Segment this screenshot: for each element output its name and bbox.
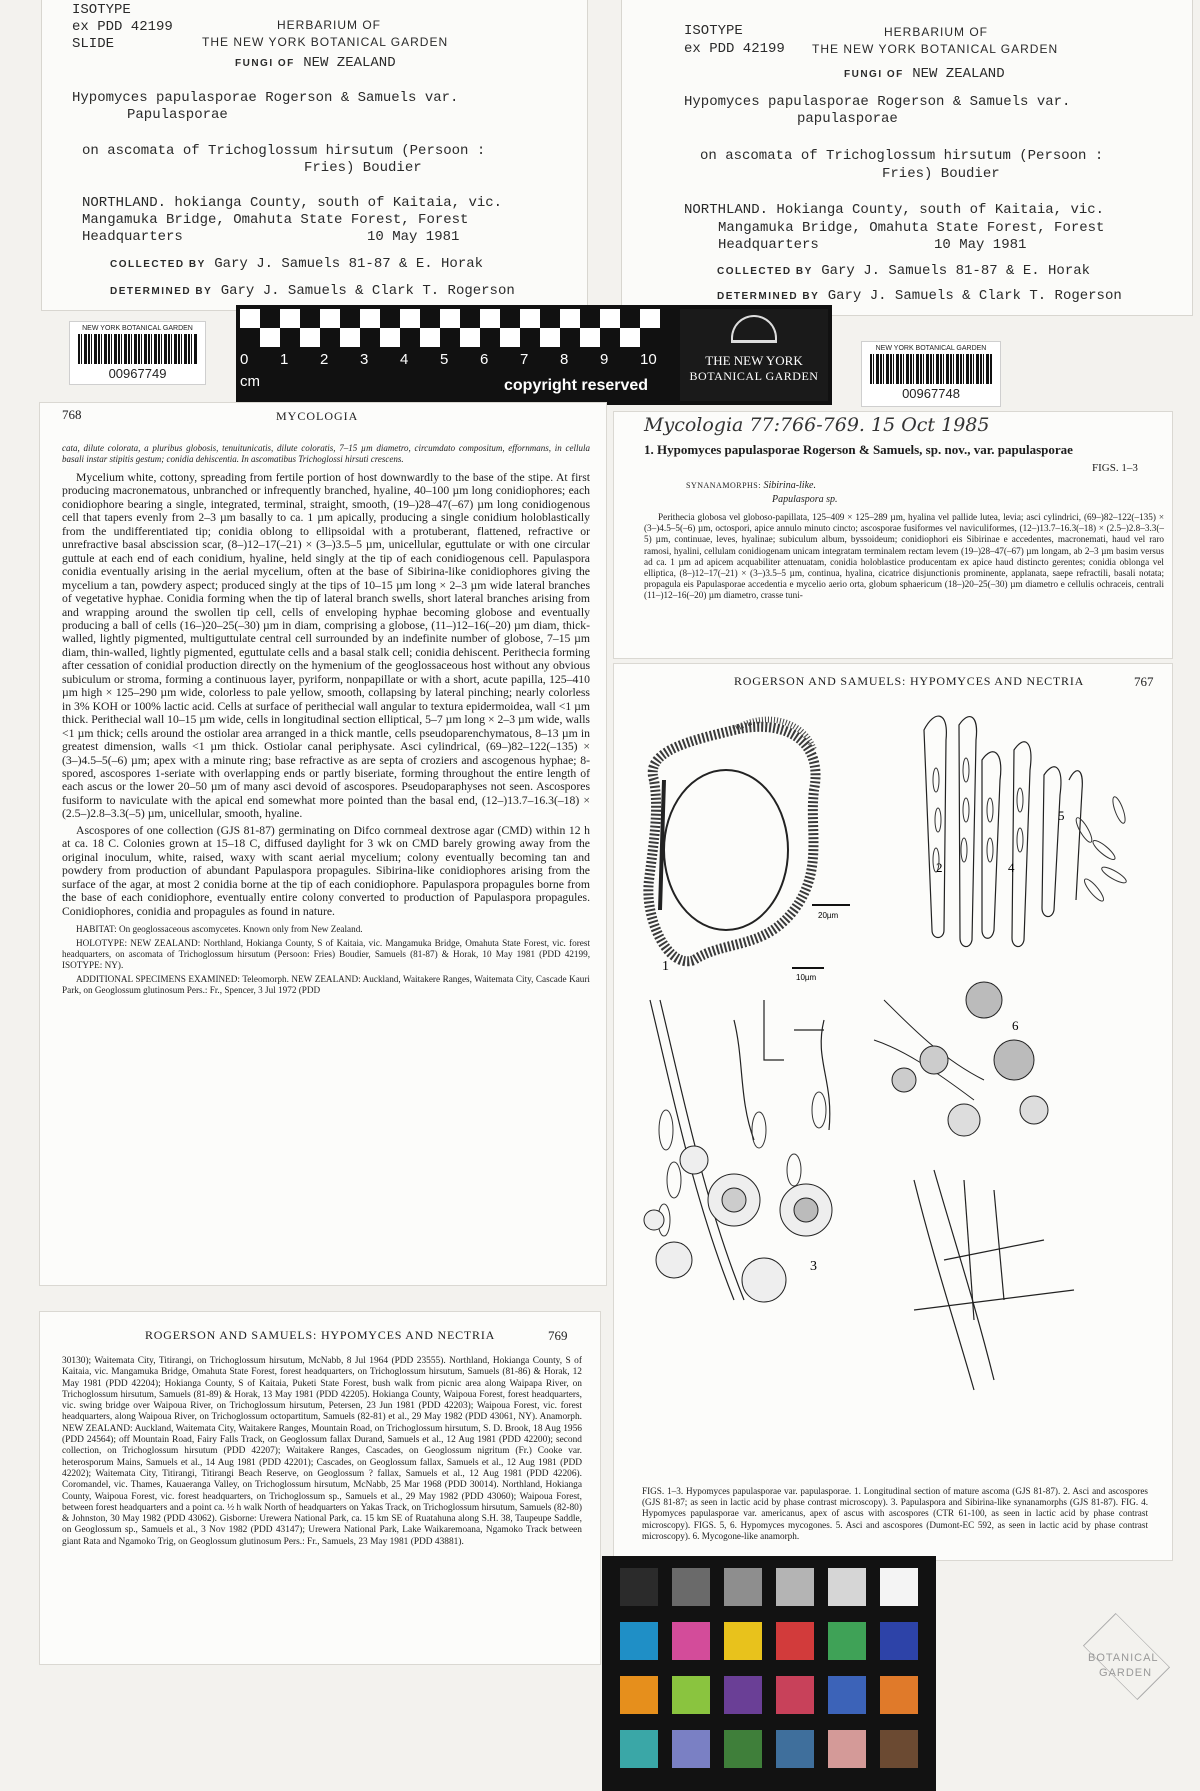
page-768-clipping <box>40 403 606 1285</box>
scale-tick-label: 7 <box>520 351 529 368</box>
locality-line-2: Mangamuka Bridge, Omahuta State Forest, Forest <box>718 220 1105 236</box>
taxon-line-1: Hypomyces papulasporae Rogerson & Samuels var. <box>684 94 1071 110</box>
fig-label-3: 3 <box>810 1259 817 1274</box>
color-swatch <box>880 1622 918 1660</box>
page-number: 768 <box>62 407 82 422</box>
taxon-line-2: papulasporae <box>797 111 898 127</box>
collection-date: 10 May 1981 <box>367 229 460 245</box>
collected-by-line: COLLECTED BY Gary J. Samuels 81-87 & E. Horak <box>110 256 484 272</box>
scale-tick-label: 4 <box>400 351 409 368</box>
stamp-line-2: GARDEN <box>1099 1667 1153 1679</box>
herbarium-name: THE NEW YORK BOTANICAL GARDEN <box>202 35 449 49</box>
scale-ticks <box>236 351 676 373</box>
papulaspora-propagules <box>644 1146 832 1302</box>
scale-tick-label: 2 <box>320 351 329 368</box>
page-767-figure-clipping <box>614 664 1172 1560</box>
color-swatch <box>672 1622 710 1660</box>
scale-tick-label: 5 <box>440 351 449 368</box>
nybg-logo <box>680 309 828 401</box>
mycogone-drawing <box>874 982 1048 1136</box>
handwritten-citation: Mycologia 77:766-769. 15 Oct 1985 <box>644 414 990 436</box>
scale-tick-label: 3 <box>360 351 369 368</box>
color-swatch <box>672 1568 710 1606</box>
locality-line-2: Mangamuka Bridge, Omahuta State Forest, Forest <box>82 212 469 228</box>
holotype: HOLOTYPE: NEW ZEALAND: Northland, Hokianga County, S of Kaitaia, vic. Mangamuka Bridge, Omahuta State Forest, vic. forest headquarters, on ascomata of Trichoglossum hirsutum (Persoon: Fries) Boudier, Samuels (81-87) & Horak, 10 May 1981 (PDD 42199, ISOTYPE: NY). <box>62 937 590 970</box>
description-paragraph: Mycelium white, cottony, spreading from fertile portion of host downwardly to the base of the stipe. At first producing macronematous, unbranched or infrequently branched, hyaline, 40–100 µm long conidiophores; each conidiophore bearing a single, integrated, terminal, straight, smooth, (19–)28–47(–67) µm long conidiogenous cell that tapers evenly from 2–3 µm basally to ca. 1 µm apically, producing a single conidium holoblastically from the undifferentiated tip; conidia oblong to ellipsoidal with a protuberant, flattened, refractive or unrefractive basal abscission scar, (8–)12–17(–21) × (3–)3.5–5 µm, unicellular, eguttulate or with one circular guttule at each end of each conidium, hyaline, held singly at the tip of each conidiogenous cell. Papulaspora conidia eventually arising in the aerial mycelium, often at the base of Sibirina-like conidiophores giving the mycelium a tan, powdery aspect; produced singly at the tips of 10–15 µm long × 2–3 µm wide lateral branches of vegetative hyphae. Conidia forming when the tip of lateral branch swells, short lateral branches arising from and wrapping around the swollen tip cell, cells of enveloping hyphae becoming globose and eventually producing a ball of cells (16–)20–25(–30) µm in diam, comprising a globose, (11–)12–16(–20) µm diam, thick-walled, lightly pigmented, multiguttulate central cell surrounded by an indefinite number of globose, 7–15 µm diam, thin-walled, lightly pigmented, eguttulate cells and a basal stalk cell; conidia dehiscent. Perithecia forming after cessation of conidial production directly on the hymenium of the geoglossaceous host without any obvious subiculum or stroma, forming a continuous layer, pyriform, nonpapillate or with a short, acute papilla, 125–410 µm high × 125–290 µm wide, colorless to pale yellow, smooth, collapsing by lateral pinching; nearly colorless in 3% KOH or 100% lactic acid. Cells at surface of perithecial wall angular to textura epidermoidea, wall <1 µm thick. Perithecial wall 10–15 µm wide, cells in longitudinal section elliptical, 5–7 µm long × 2–3 µm wide, walls <1 µm thick; cells around the ostiolar area arranged in a thick mantle, cells pseudoparenchymatous, 8–13 µm in greatest dimension, walls <1 µm thick. Ostiolar canal periphysate. Asci cylindrical, (69–)82–122(–135) × (3–)4.5–5(–6) µm; apex with a minute ring; base refractive as are septa of croziers and ascogenous hyphae; 8-spored, ascospores 1-seriate with overlapping ends or partly biseriate, forming throughout the entire length of each ascus or the lower 20–50 µm of many asci devoid of ascospores. Pseudoparaphyses not seen. Ascospores fusiform to naviculate with the apical end somewhat more pointed than the basal end, (12–)13.7–16.3(–18) × (2.5–)2.8–3.3(–5) µm, unicellular, smooth, hyaline. <box>62 471 590 821</box>
latin-diagnosis: Perithecia globosa vel globoso-papillata, 125–409 × 125–289 µm, hyalina vel pallide lutea, levia; asci cylindrici, (69–)82–122(–135) × (3–)4.5–5(–6) µm, octospori, apice annulo minuto cincto; ascosporae fusiformes vel naviculiformes, (12–)13.7–16.3(–18) × (2.5–)2.8–3.3(–5) µm, continuae, leves, hyalinae; subiculum album, byssoideum; conidiophori eis Sibirinae e accedentes, macronemati, haud vel raro ramosi, hyalini, cellulam conidiogenam unicam integratam terminalem rectam levem (19–)28–47(–67) µm longam, ab 2–3 µm basim versus ad ca. 1 µm ad apicem acquabiliter attenuatam, conidia holoblastice producentam ex apice haud distincto gerentes; conidia oblonga vel elliptica, (8–)12–17(–21) × (3–)3.5–5 µm, continua, hyalina, cicatrice disjunctionis prominente, applanata, saepe refractili, basali notata; propagula eis Papulasporae accedentia e mycelio aerio orta, globum sphaericum (18–)20–25(–30) µm diametro e cellulis ochraceis, centrali (11–)12–16(–20) µm diametro, crasse tuni- <box>644 512 1164 601</box>
copyright-notice: copyright reserved <box>504 377 649 394</box>
specimen-number: ex PDD 42199 <box>684 41 785 57</box>
figs-reference: FIGS. 1–3 <box>1092 462 1138 474</box>
substrate-line-2: Fries) Boudier <box>882 166 1000 182</box>
color-swatch <box>776 1568 814 1606</box>
scale-label-20um: 20µm <box>818 911 839 920</box>
herbarium-of: HERBARIUM OF <box>884 25 989 39</box>
figure-plate <box>614 700 1172 1460</box>
color-swatch <box>620 1568 658 1606</box>
additional-specimens: ADDITIONAL SPECIMENS EXAMINED: Teleomorph. NEW ZEALAND: Auckland, Waitakere Ranges, Waitemata City, Cascade Kauri Park, on Geoglossum glutinosum Pers.: Fr., Spencer, 3 Jul 1972 (PDD <box>62 973 590 995</box>
scale-checker <box>240 309 660 347</box>
color-swatch <box>880 1676 918 1714</box>
synanamorph-2: Papulaspora sp. <box>772 494 838 505</box>
scale-unit: cm <box>240 373 260 390</box>
asci-drawing <box>924 716 1082 947</box>
determined-by-line: DETERMINED BY Gary J. Samuels & Clark T. Rogerson <box>717 288 1122 304</box>
taxon-line-1: Hypomyces papulasporae Rogerson & Samuels var. <box>72 90 459 106</box>
fig-label-6: 6 <box>1012 1018 1019 1033</box>
locality-line-1: NORTHLAND. hokianga County, south of Kaitaia, vic. <box>82 195 503 211</box>
locality-line-3: Headquarters <box>718 237 819 253</box>
color-swatch <box>672 1676 710 1714</box>
fungi-of-line: FUNGI OF NEW ZEALAND <box>844 66 1005 82</box>
page-766-clipping <box>614 412 1172 658</box>
scale-tick-label: 9 <box>600 351 609 368</box>
barcode-bars <box>870 354 992 384</box>
barcode-label-right <box>862 342 1000 406</box>
collection-date: 10 May 1981 <box>934 237 1027 253</box>
substrate-line-2: Fries) Boudier <box>304 160 422 176</box>
scale-tick-label: 10 <box>640 351 657 368</box>
barcode-institution: NEW YORK BOTANICAL GARDEN <box>875 345 987 352</box>
taxon-line-2: Papulasporae <box>127 107 228 123</box>
herbarium-label-right <box>622 0 1192 315</box>
conservatory-icon <box>731 315 777 343</box>
species-title: 1. Hypomyces papulasporae Rogerson & Samuels, sp. nov., var. papulasporae <box>644 442 1073 457</box>
barcode-label-left <box>70 322 205 384</box>
ascoma-section-drawing <box>648 720 815 962</box>
running-head: ROGERSON AND SAMUELS: HYPOMYCES AND NECTRIA <box>734 674 1085 688</box>
determined-by-line: DETERMINED BY Gary J. Samuels & Clark T. Rogerson <box>110 283 515 299</box>
habitat: HABITAT: On geoglossaceous ascomycetes. Known only from New Zealand. <box>76 923 363 934</box>
herbarium-of: HERBARIUM OF <box>277 18 382 32</box>
culture-paragraph: Ascospores of one collection (GJS 81-87) germinating on Difco cornmeal dextrose agar (CMD) within 12 h at ca. 18 C. Colonies grown at 15–18 C, diffused daylight for 3 wk on CMD barely growing away from the original inoculum, white, raised, waxy with scant aerial mycelium; colony eventually becoming tan and powdery from production of abundant Papulaspora propagules. Sibirina-like conidiophores arising from the surface of the agar, at most 2 conidia borne at the tip of each conidiophore. Papulaspora propagules borne from the base of each conidiophore, eventually entire colony converted to production of Papulaspora propagules. Conidiophores, conidia and propagules as found in nature. <box>62 823 590 918</box>
running-head: MYCOLOGIA <box>276 409 359 423</box>
isotype-line: ISOTYPE <box>72 2 131 18</box>
specimen-number: ex PDD 42199 <box>72 19 173 35</box>
color-swatch <box>828 1568 866 1606</box>
scale-tick-label: 1 <box>280 351 289 368</box>
fungi-of-line: FUNGI OF NEW ZEALAND <box>235 55 396 71</box>
slide-line: SLIDE <box>72 36 115 52</box>
color-swatch <box>620 1622 658 1660</box>
fig-label-2: 2 <box>936 860 943 875</box>
stamp-line-1: BOTANICAL <box>1088 1652 1159 1664</box>
latin-description-tail: cata, dilute colorata, a pluribus globosis, tenuitunicatis, dilute coloratis, 7–15 µm diametro, circumdato compositum, effornmans, in cellula basali instar stipitis gestum; conidia dehiscentia. In ascomatibus Trichoglossi hirsuti crescens. <box>62 443 590 464</box>
barcode-number: 00967748 <box>902 386 960 401</box>
color-swatch <box>776 1622 814 1660</box>
substrate-line-1: on ascomata of Trichoglossum hirsutum (Persoon : <box>700 148 1104 164</box>
color-swatch <box>724 1568 762 1606</box>
color-swatch <box>880 1730 918 1768</box>
page-number: 767 <box>1134 674 1154 689</box>
barcode-bars <box>78 334 197 364</box>
locality-line-1: NORTHLAND. Hokianga County, south of Kaitaia, vic. <box>684 202 1105 218</box>
color-swatch <box>724 1730 762 1768</box>
scale-tick-label: 8 <box>560 351 569 368</box>
color-swatch <box>776 1676 814 1714</box>
scale-tick-label: 6 <box>480 351 489 368</box>
region: NEW ZEALAND <box>303 55 396 71</box>
substrate-line-1: on ascomata of Trichoglossum hirsutum (Persoon : <box>82 143 486 159</box>
color-swatch <box>620 1730 658 1768</box>
herbarium-name: THE NEW YORK BOTANICAL GARDEN <box>812 42 1059 56</box>
color-chart <box>602 1556 936 1791</box>
color-swatch <box>620 1676 658 1714</box>
fig-label-5: 5 <box>1058 808 1065 823</box>
herbarium-label-left <box>42 0 587 310</box>
scale-bar <box>236 305 832 405</box>
fig-label-4: 4 <box>1008 860 1015 875</box>
scale-tick-label: 0 <box>240 351 249 368</box>
color-swatch <box>724 1676 762 1714</box>
color-swatch <box>828 1622 866 1660</box>
botanical-garden-stamp <box>1066 1632 1186 1702</box>
region: NEW ZEALAND <box>912 66 1005 82</box>
color-swatch <box>672 1730 710 1768</box>
locality-line-3: Headquarters <box>82 229 183 245</box>
color-swatch <box>828 1676 866 1714</box>
synanamorphs: SYNANAMORPHS: Sibirina-like. <box>686 480 816 491</box>
color-swatch <box>880 1568 918 1606</box>
color-swatch <box>776 1730 814 1768</box>
barcode-institution: NEW YORK BOTANICAL GARDEN <box>82 325 193 332</box>
page-769-clipping <box>40 1312 600 1664</box>
fig-label-1: 1 <box>662 959 669 974</box>
collected-by-line: COLLECTED BY Gary J. Samuels 81-87 & E. Horak <box>717 263 1091 279</box>
page-number: 769 <box>548 1328 568 1343</box>
barcode-number: 00967749 <box>108 366 167 381</box>
color-swatch <box>724 1622 762 1660</box>
specimens-list: 30130); Waitemata City, Titirangi, on Trichoglossum hirsutum, McNabb, 8 Jul 1964 (PDD 23555). Northland, Hokianga County, S of Kaitaia, vic. Mangamuka Bridge, Omahuta State Forest, forest headquarters, on Trichoglossum hirsutum, Samuels (81-86) & Horak, 12 May 1981 (PDD 42204); Hokianga County, S of Kaitaia, Puketi State Forest, bush walk from picnic area along Waipapa River, on Trichoglossum hirsutum, Samuels (81-89) & Horak, 13 May 1981 (PDD 42205). Hokianga County, Waipoua Forest, forest headquarters, vic. swing bridge over Waipoua River, on Trichoglossum hirsutum, Petersen, 23 Jun 1981 (PDD 42203); Waipoua Forest, vic. forest headquarters, along Waipoua River, on Trichoglossum octopartitum, Samuels (82-81) et al., 29 May 1982 (PDD 43061, NY). Anamorph. NEW ZEALAND: Auckland, Waitemata City, Waitakere Ranges, Mountain Road, on Trichoglossum hirsutum, S. D. Brook, 18 Aug 1956 (PDD 24564); off Mountain Road, Fairy Falls Track, on Geoglossum fallax Durand, Samuels et al., 12 Aug 1981 (PDD 42200); second collection, on Trichoglossum hirsutum (PDD 42207); Waitakere Ranges, Cascades, on Geoglossum nigritum (Fr.) Cooke var. heterosporum Mains, Samuels et al., 14 Aug 1981 (PDD 42201); Cascades, on Geoglossum fallax, Samuels et al., 12 Aug 1981 (PDD 42202); Waitemata City, Titirangi, Titirangi Beach Reserve, on Geoglossum ? fallax, Samuels et al., 12 Aug 1981 (PDD 42206). Coromandel, vic. Thames, Kauaeranga Valley, on Trichoglossum hirsutum, McNabb, 25 Mar 1968 (PDD 30014). Northland, Hokianga County, Waipoua Forest, vic. forest headquarters, on Trichoglossum sp., Samuels et al., 29 May 1982 (PDD 43060); Waipoua Forest, between forest headquarters and a point ca. ½ h walk North of headquarters on Yakas Track, on Trichoglossum hirsutum, Samuels (82-80) & Johnston, 30 May 1982 (PDD 43062). Gisborne: Urewera National Park, ca. 15 km SE of Ruatahuna along S.H. 38, Taupeupe Saddle, on Geoglossum sp., Samuels et al., 3 Nov 1982 (PDD 43147); Urewera National Park, Lake Waikaremoana, Ngamoko Track between giant Rata and Ngamoko Trig, on Geoglossum glutinosum Pers.: Fr., Samuels, 23 May 1981 (PDD 43881). <box>62 1356 582 1547</box>
running-head: ROGERSON AND SAMUELS: HYPOMYCES AND NECTRIA <box>145 1328 496 1342</box>
color-swatch <box>828 1730 866 1768</box>
scale-label-10um: 10µm <box>796 973 817 982</box>
logo-line-1: THE NEW YORK <box>705 353 803 368</box>
figure-caption: FIGS. 1–3. Hypomyces papulasporae var. papulasporae. 1. Longitudinal section of mature ascoma (GJS 81-87). 2. Asci and ascospores (GJS 81-87; as seen in lactic acid by phase contrast microscopy). 3. Papulaspora and Sibirina-like synanamorphs (GJS 81-87). FIG. 4. Hypomyces papulasporae var. americanus, apex of ascus with ascospores (CTR 61-100, as seen in lactic acid by phase contrast microscopy). FIGS. 5, 6. Hypomyces mycogones. 5. Asci and ascospores (Dumont-EC 592, as seen in lactic acid by phase contrast microscopy). 6. Mycogone-like anamorph. <box>642 1486 1148 1541</box>
isotype-line: ISOTYPE <box>684 23 743 39</box>
logo-line-2: BOTANICAL GARDEN <box>689 369 819 383</box>
ascospores <box>933 758 1128 903</box>
